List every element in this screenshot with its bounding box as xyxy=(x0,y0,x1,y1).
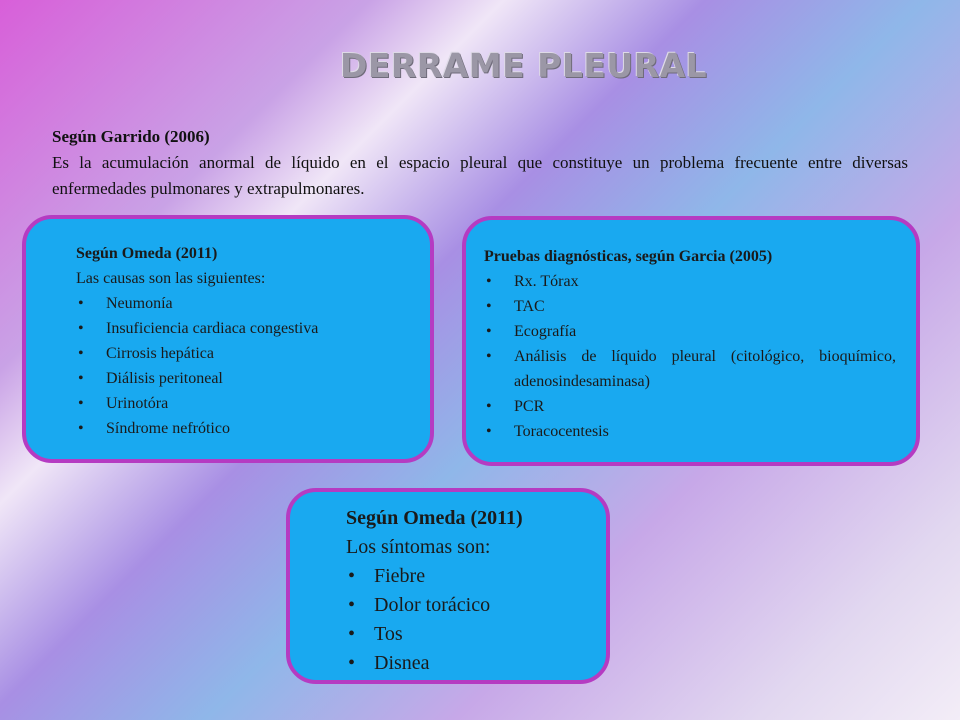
list-item: • Neumonía xyxy=(76,291,406,316)
symptoms-list xyxy=(346,562,586,678)
diagnostics-heading: Pruebas diagnósticas, según Garcia (2005) xyxy=(484,248,773,265)
slide-title: DERRAME PLEURAL xyxy=(340,46,708,85)
list-item: • PCR xyxy=(484,394,896,419)
intro-section xyxy=(52,124,908,202)
list-item: • Análisis de líquido pleural (citológico, bioquímico, adenosindesaminasa) xyxy=(484,344,896,394)
list-item: • Rx. Tórax xyxy=(484,269,896,294)
list-item: • Insuficiencia cardiaca congestiva xyxy=(76,316,406,341)
diagnostics-box xyxy=(462,216,920,466)
list-item: • Tos xyxy=(346,620,586,649)
list-item: • Ecografía xyxy=(484,319,896,344)
list-item: • Fiebre xyxy=(346,562,586,591)
symptoms-box xyxy=(286,488,610,684)
causes-heading: Según Omeda (2011) xyxy=(76,245,218,262)
list-item: • Toracocentesis xyxy=(484,419,896,444)
list-item: • TAC xyxy=(484,294,896,319)
list-item: • Dolor torácico xyxy=(346,591,586,620)
list-item: • Disnea xyxy=(346,649,586,678)
intro-text: Es la acumulación anormal de líquido en el espacio pleural que constituye un problema frecuente entre diversas enfermedades pulmonares y extrapulmonares. xyxy=(52,153,908,198)
causes-list xyxy=(76,291,406,441)
causes-subheading: Las causas son las siguientes: xyxy=(76,270,266,287)
intro-heading: Según Garrido (2006) xyxy=(52,127,210,146)
causes-box xyxy=(22,215,434,463)
list-item: • Diálisis peritoneal xyxy=(76,366,406,391)
symptoms-subheading: Los síntomas son: xyxy=(346,536,491,558)
symptoms-heading: Según Omeda (2011) xyxy=(346,507,523,529)
list-item: • Síndrome nefrótico xyxy=(76,416,406,441)
list-item: • Urinotóra xyxy=(76,391,406,416)
diagnostics-list xyxy=(484,269,896,444)
list-item: • Cirrosis hepática xyxy=(76,341,406,366)
